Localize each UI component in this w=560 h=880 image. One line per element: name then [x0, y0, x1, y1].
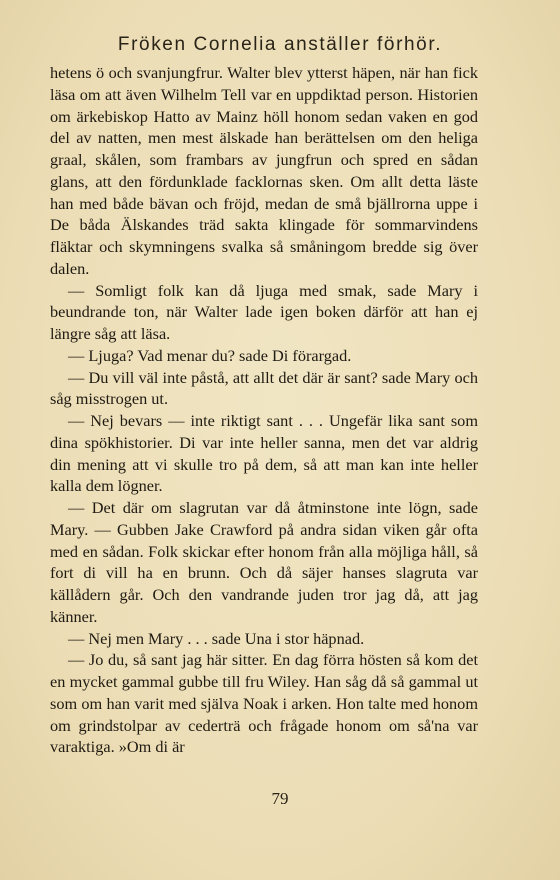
paragraph: — Du vill väl inte påstå, att allt det där är sant? sade Mary och såg misstrogen ut.	[50, 367, 478, 409]
paragraph: — Nej men Mary . . . sade Una i stor häpnad.	[68, 628, 365, 648]
paragraph: — Det där om slagrutan var då åtminstone inte lögn, sade Mary. — Gubben Jake Crawford på andra sidan viken går ofta med en sådan. Folk skickar efter honom från alla möjliga håll, så fort di vill ha en brunn. Och då säjer hanses slagruta var källådern går. Och den vandrande juden tror jag då, att jag känner.	[50, 498, 478, 626]
body-text	[50, 62, 478, 758]
running-header: Fröken Cornelia anställer förhör.	[117, 34, 443, 55]
paragraph: hetens ö och svanjungfrur. Walter blev ytterst häpen, när han fick läsa om att även Wilhelm Tell var en uppdiktad person. Historien om ärkebiskop Hatto av Mainz höll honom sedan vaken en god del av natten, men mest älskade han berättelsen om den heliga graal, skålen, som frambars av jungfrun och spred en sådan glans, att den fördunklade facklornas sken. Om allt detta läste han med både bävan och fröjd, medan de små bjällrorna uppe i De båda Älskandes träd sakta klingade för sommarvindens fläktar och skymningens svalka så småningom bredde sig över dalen.	[50, 63, 478, 278]
paragraph: — Nej bevars — inte riktigt sant . . . Ungefär lika sant som dina spökhistorier. Di var inte heller sanna, men det var aldrig din mening att vi skulle tro på dem, så att man kan inte heller kalla dem lögner.	[50, 411, 478, 496]
paragraph: — Somligt folk kan då ljuga med smak, sade Mary i beundrande ton, när Walter lade igen boken därför att han ej längre såg att läsa.	[50, 280, 478, 343]
page-number: 79	[271, 789, 289, 808]
paragraph: — Jo du, så sant jag här sitter. En dag förra hösten så kom det en mycket gammal gubbe till fru Wiley. Han såg då så gammal ut som om han varit med själva Noak i arken. Hon talte med honom om grindstolpar av cederträ och frågade honom om så'na var varaktiga. »Om di är	[50, 650, 478, 757]
paragraph: — Ljuga? Vad menar du? sade Di förargad.	[68, 345, 352, 365]
